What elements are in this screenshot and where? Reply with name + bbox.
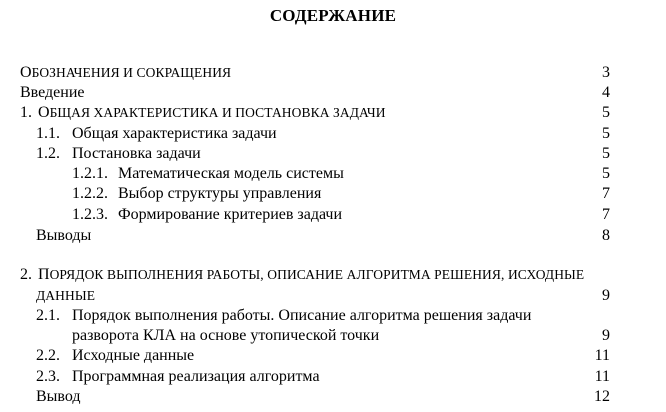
toc-entry-label: Математическая модель системы xyxy=(118,165,344,182)
toc-entry-label: Вывод xyxy=(36,388,81,405)
toc-entry-chapter-2-continued[interactable] xyxy=(0,286,610,306)
toc-entry-chapter-1[interactable] xyxy=(0,103,610,123)
toc-page-number: 3 xyxy=(602,64,610,81)
toc-page-number: 9 xyxy=(602,327,610,344)
toc-entry-section-1-2[interactable] xyxy=(0,144,610,164)
toc-entry-section-2-3[interactable] xyxy=(0,367,610,387)
toc-entry-label: Постановка задачи xyxy=(72,145,201,162)
toc-entry-section-2-2[interactable] xyxy=(0,346,610,366)
toc-entry-number: 2.3. xyxy=(36,368,60,385)
toc-entry-chapter-1-conclusions[interactable] xyxy=(0,226,610,246)
toc-entry-section-1-2-2[interactable] xyxy=(0,184,610,204)
toc-entry-number: 1.2. xyxy=(36,145,60,162)
toc-entry-label: разворота КЛА на основе утопической точки xyxy=(72,327,380,344)
toc-entry-abbreviations[interactable] xyxy=(0,63,610,83)
toc-entry-label: Исходные данные xyxy=(72,347,195,364)
toc-page-number: 7 xyxy=(602,206,610,223)
toc-entry-number: 1. xyxy=(20,104,32,121)
toc-entry-label: Введение xyxy=(20,84,85,101)
toc-entry-label: Выбор структуры управления xyxy=(118,185,322,202)
toc-page-number: 5 xyxy=(602,165,610,182)
toc-page-number: 5 xyxy=(602,145,610,162)
toc-entry-number: 2.2. xyxy=(36,347,60,364)
page-title: СОДЕРЖАНИЕ xyxy=(269,6,397,25)
toc-entry-number: 2. xyxy=(20,266,32,283)
toc-entry-label: Формирование критериев задачи xyxy=(118,206,343,223)
toc-entry-chapter-2-conclusion[interactable] xyxy=(0,387,610,407)
toc-page-number: 5 xyxy=(602,125,610,142)
toc-entry-number: 1.2.3. xyxy=(72,206,108,223)
toc-entry-label: Выводы xyxy=(36,227,92,244)
toc-entry-number: 1.2.1. xyxy=(72,165,108,182)
toc-page-number: 11 xyxy=(594,368,610,385)
toc-entry-label: ДАННЫЕ xyxy=(36,288,96,303)
toc-entry-label: Общая характеристика задачи xyxy=(72,125,277,142)
toc-page-number: 12 xyxy=(594,388,610,405)
toc-entry-label: Программная реализация алгоритма xyxy=(72,368,320,385)
toc-entry-section-1-2-3[interactable] xyxy=(0,205,610,225)
toc-page-number: 9 xyxy=(602,287,610,304)
toc-page-number: 8 xyxy=(602,227,610,244)
toc-page-number: 4 xyxy=(602,84,610,101)
toc-entry-number: 2.1. xyxy=(36,307,60,324)
toc-entry-number: 1.1. xyxy=(36,125,60,142)
toc-entry-section-1-1[interactable] xyxy=(0,124,610,144)
toc-entry-label: ОБЩАЯ ХАРАКТЕРИСТИКА И ПОСТАНОВКА ЗАДАЧИ xyxy=(38,104,386,121)
toc-entry-label: ПОРЯДОК ВЫПОЛНЕНИЯ РАБОТЫ, ОПИСАНИЕ АЛГОРИТМА РЕШЕНИЯ, ИСХОДНЫЕ xyxy=(38,266,585,283)
toc-page-number: 7 xyxy=(602,185,610,202)
toc-entry-introduction[interactable] xyxy=(0,83,610,103)
toc-entry-section-2-1[interactable] xyxy=(0,306,610,326)
toc-entry-label: ОБОЗНАЧЕНИЯ И СОКРАЩЕНИЯ xyxy=(20,64,232,81)
toc-page-number: 11 xyxy=(594,347,610,364)
toc-entry-label: Порядок выполнения работы. Описание алгоритма решения задачи xyxy=(72,307,532,324)
toc-entry-section-1-2-1[interactable] xyxy=(0,164,610,184)
toc-page-number: 5 xyxy=(602,104,610,121)
toc-entry-section-2-1-continued[interactable] xyxy=(0,326,610,346)
toc-entry-number: 1.2.2. xyxy=(72,185,108,202)
toc-entry-chapter-2[interactable] xyxy=(0,265,610,285)
